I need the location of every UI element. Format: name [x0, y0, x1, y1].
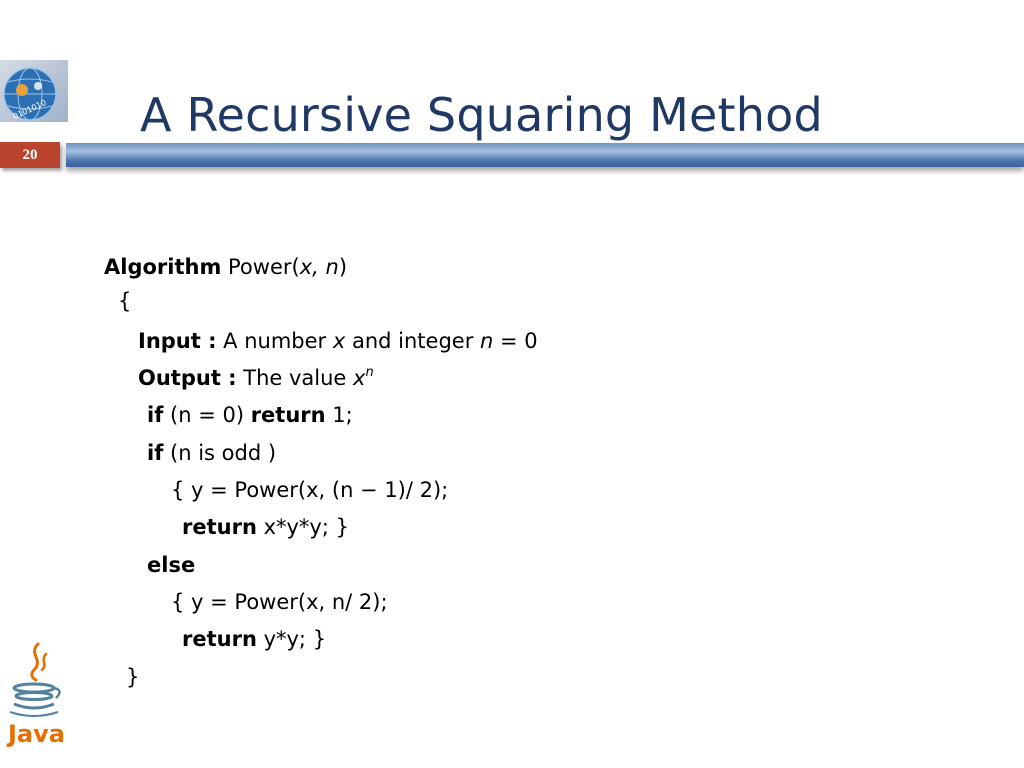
keyword-input: Input : [138, 329, 217, 353]
input-line [138, 326, 538, 356]
even-return-expression: y*y; } [256, 627, 327, 651]
keyword-if: if [147, 441, 164, 465]
svg-text:0101010: 0101010 [11, 98, 48, 122]
keyword-if: if [147, 403, 164, 427]
globe-icon [0, 60, 68, 122]
odd-assign-line: { y = Power(x, (n − 1)/ 2); [171, 478, 449, 502]
header-text: Power( [221, 255, 300, 279]
if-odd-line [147, 438, 276, 468]
title-underline-bar [66, 143, 1024, 167]
odd-return-expression: x*y*y; } [256, 515, 349, 539]
keyword-return: return [182, 515, 257, 539]
input-text-b: and integer [345, 329, 481, 353]
even-return-line [182, 624, 326, 654]
even-assign-line: { y = Power(x, n/ 2); [171, 590, 388, 614]
if-zero-condition: (n = 0) [163, 403, 251, 427]
if-zero-line [147, 400, 353, 430]
if-odd-condition: (n is odd ) [163, 441, 277, 465]
keyword-return: return [182, 627, 257, 651]
odd-return-line [182, 512, 349, 542]
input-var-n: n [480, 329, 494, 353]
globe-logo [0, 60, 68, 122]
output-var-x: x [353, 366, 366, 390]
header-close: ) [338, 255, 348, 279]
output-text: The value [236, 366, 354, 390]
java-wordmark: Java [8, 720, 65, 748]
slide-number: 20 [0, 142, 60, 168]
close-brace: } [126, 665, 140, 689]
else-line [147, 550, 195, 580]
output-line [138, 363, 374, 393]
slide-title: A Recursive Squaring Method [140, 88, 823, 142]
keyword-algorithm: Algorithm [104, 255, 222, 279]
keyword-else: else [147, 553, 196, 577]
if-zero-return-value: 1; [325, 403, 353, 427]
algorithm-header-line [104, 252, 347, 282]
open-brace: { [118, 289, 132, 313]
output-exponent: n [365, 365, 374, 380]
java-logo [4, 640, 68, 750]
keyword-return: return [250, 403, 326, 427]
input-var-x: x [332, 329, 346, 353]
input-text-a: A number [216, 329, 333, 353]
input-text-c: = 0 [493, 329, 538, 353]
java-cup-icon [4, 640, 68, 750]
keyword-output: Output : [138, 366, 237, 390]
header-params: x, n [299, 255, 339, 279]
